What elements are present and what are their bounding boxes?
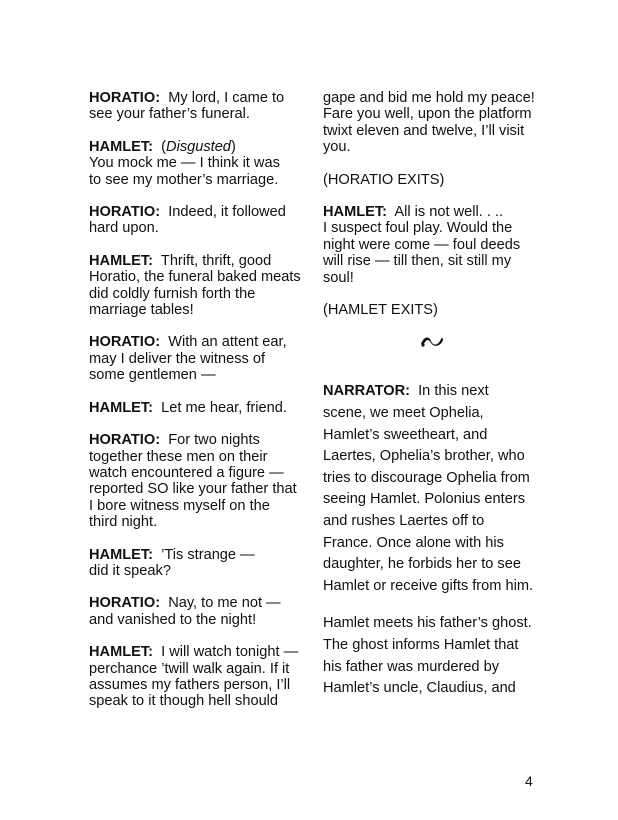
stage-direction: (HAMLET EXITS) [323, 302, 438, 319]
dialogue-block [89, 400, 303, 416]
dialogue-continuation [323, 90, 541, 156]
dialogue-line: I will watch tonight — [161, 644, 299, 661]
dialogue-line: perchance ’twill walk again. If it [89, 660, 290, 677]
speaker-name: HAMLET: [89, 399, 154, 416]
speaker-name: HORATIO: [89, 432, 161, 449]
dialogue-line: I bore witness myself on the [89, 497, 270, 514]
dialogue-line: All is not well. . .. [394, 204, 504, 221]
dialogue-line: For two nights [168, 432, 260, 449]
dialogue-line: hard upon. [89, 220, 159, 237]
narration-line: and rushes Laertes off to [323, 513, 485, 530]
speaker-name: HAMLET: [89, 252, 154, 269]
dialogue-line: With an attent ear, [168, 334, 287, 351]
narration-line: The ghost informs Hamlet that [323, 637, 519, 653]
page-number: 4 [525, 773, 533, 789]
dialogue-line: marriage tables! [89, 302, 194, 319]
dialogue-line: may I deliver the witness of [89, 350, 266, 367]
speaker-name: NARRATOR: [323, 383, 411, 400]
dialogue-line: gape and bid me hold my peace! [323, 90, 535, 106]
dialogue-line: Indeed, it followed [168, 204, 286, 221]
dialogue-line: some gentlemen — [89, 367, 216, 384]
speaker-name: HAMLET: [89, 546, 154, 563]
dialogue-line: will rise — till then, sit still my soul! [323, 253, 512, 286]
dialogue-line: did coldly furnish forth the [89, 285, 256, 302]
speaker-name: HORATIO: [89, 90, 161, 106]
dialogue-line: Fare you well, upon the platform [323, 106, 532, 123]
stage-direction: Disgusted [166, 138, 231, 155]
dialogue-line: you. [323, 139, 351, 156]
dialogue-block [89, 547, 303, 580]
dialogue-block [89, 204, 303, 237]
dialogue-block [89, 90, 303, 123]
speaker-name: HAMLET: [89, 138, 154, 155]
ornament-divider [323, 334, 541, 353]
narration-line: Hamlet or receive gifts from him. [323, 577, 534, 594]
right-column [323, 90, 541, 716]
dialogue-block [89, 334, 303, 383]
dialogue-line: Thrift, thrift, good [160, 252, 272, 269]
dialogue-line: Let me hear, friend. [161, 399, 287, 416]
speaker-name: HORATIO: [89, 204, 161, 221]
stage-direction: (HORATIO EXITS) [323, 171, 445, 188]
dialogue-line: watch encountered a figure — [89, 464, 284, 481]
speaker-name: HAMLET: [89, 644, 154, 661]
narration-line: seeing Hamlet. Polonius enters [323, 491, 525, 508]
dialogue-line: My lord, I came to [168, 90, 285, 106]
narration-line: France. Once alone with his [323, 534, 504, 551]
dialogue-line: Nay, to me not — [168, 595, 281, 612]
dialogue-line: third night. [89, 514, 158, 531]
narration-paragraph [323, 613, 541, 699]
dialogue-line: see your father’s funeral. [89, 106, 250, 123]
dialogue-line: speak to it though hell should [89, 693, 279, 710]
dialogue-line: did it speak? [89, 562, 171, 579]
dialogue-block [89, 644, 303, 710]
speaker-name: HORATIO: [89, 595, 161, 612]
left-column [89, 90, 303, 726]
dialogue-line: and vanished to the night! [89, 611, 257, 628]
narration-line: Hamlet’s sweetheart, and [323, 426, 488, 443]
narration-line: Hamlet meets his father’s ghost. [323, 615, 532, 632]
dialogue-line: twixt eleven and twelve, I’ll visit [323, 122, 525, 139]
dialogue-block [89, 595, 303, 628]
fleuron-icon [419, 334, 445, 348]
dialogue-block [323, 204, 541, 286]
dialogue-line: to see my mother’s marriage. [89, 171, 279, 188]
dialogue-block [89, 432, 303, 530]
narration-line: Laertes, Ophelia’s brother, who [323, 448, 525, 465]
dialogue-line: assumes my fathers person, I’ll [89, 676, 291, 693]
dialogue-line: I suspect foul play. Would the [323, 220, 513, 237]
dialogue-block [89, 253, 303, 319]
dialogue-line: reported SO like your father that [89, 481, 297, 498]
dialogue-line: ’Tis strange — [161, 546, 255, 563]
dialogue-line: Horatio, the funeral baked meats [89, 269, 301, 286]
narration-line: Hamlet’s uncle, Claudius, and [323, 680, 516, 697]
dialogue-line: night were come — foul deeds [323, 236, 521, 253]
dialogue-line: together these men on their [89, 448, 268, 465]
narration-line: daughter, he forbids her to see [323, 556, 521, 573]
narrator-block [323, 381, 541, 597]
narration-line: his father was murdered by [323, 658, 500, 675]
narration-line: scene, we meet Ophelia, [323, 405, 484, 422]
dialogue-block: HAMLET: (Disgusted) You mock me — I think it was to see my mother’s marriage. [89, 138, 280, 188]
dialogue-line: You mock me — I think it was [89, 155, 280, 172]
narration-line: tries to discourage Ophelia from [323, 469, 530, 486]
speaker-name: HAMLET: [323, 204, 388, 221]
narration-line: In this next [418, 383, 489, 400]
speaker-name: HORATIO: [89, 334, 161, 351]
